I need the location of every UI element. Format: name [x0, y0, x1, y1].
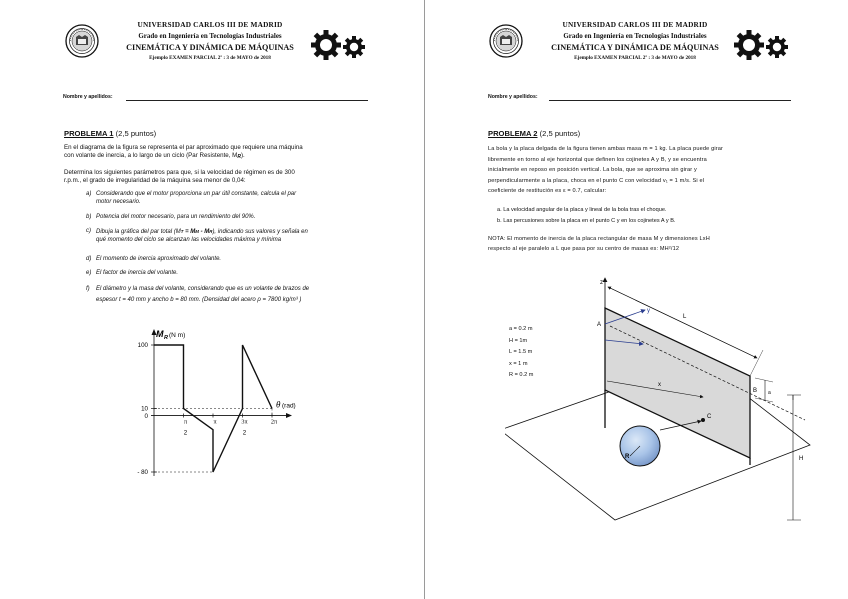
- item-e-line-1: El factor de inercia del volante.: [96, 270, 179, 276]
- x-axis-arrow: [286, 413, 292, 418]
- item-f-line-1: El diámetro y la masa del volante, considerando que es un volante de brazos de: [96, 286, 310, 292]
- problem-1-points: (2,5 puntos): [115, 129, 157, 138]
- item-a: [86, 191, 374, 206]
- problem-2-statement: [488, 144, 798, 197]
- page-2: [425, 0, 848, 599]
- y-axis-unit: (N m): [169, 332, 186, 339]
- label-b-point: B: [753, 388, 758, 394]
- problem-2-label: PROBLEMA 2: [488, 129, 538, 138]
- statement-line-2: libremente en torno al eje horizontal que definen los cojinetes A y B, y se encuentra: [488, 156, 707, 163]
- name-input-line-2[interactable]: [549, 100, 791, 101]
- value-r: R = 0.2 m: [509, 372, 534, 379]
- statement-line-5: coeficiente de restitución es ε = 0.7, calcular:: [488, 188, 607, 194]
- item-c-text: Dibuja la gráfica del par total (M: [96, 229, 181, 235]
- header-block-2: [540, 20, 730, 61]
- value-x: x = 1 m: [509, 360, 528, 367]
- label-r: R: [625, 454, 630, 460]
- degree-name: Grado en Ingeniería en Tecnologías Industriales: [138, 32, 282, 40]
- intro-line-2-end: ).: [240, 151, 245, 159]
- label-l: L: [683, 314, 687, 320]
- label-a-dim: a: [768, 390, 771, 396]
- item-c: [86, 228, 374, 244]
- statement-line-1: La bola y la placa delgada de la figura tienen ambas masa m = 1 kg. La placa puede girar: [488, 146, 724, 152]
- item-c-minus: - M: [198, 229, 210, 235]
- item-c-end: ), indicando sus valores y señala en: [212, 229, 308, 235]
- item-b-letter: b): [86, 214, 92, 220]
- label-y: y: [647, 308, 650, 314]
- university-seal-icon: [65, 24, 99, 58]
- y-tick-label-1: 10: [141, 405, 148, 413]
- label-c-point: C: [707, 414, 712, 420]
- x-axis-unit: (rad): [282, 402, 296, 410]
- label-h: H: [799, 456, 804, 462]
- header-block: [115, 20, 305, 61]
- name-label: Nombre y apellidos:: [63, 94, 113, 100]
- problem-1-intro: [64, 144, 374, 161]
- note-line-2: respecto al eje paralelo a L que pasa por su centro de masas es: MH²/12: [488, 245, 680, 252]
- torque-chart: [120, 322, 320, 484]
- item-e: [86, 270, 374, 278]
- value-a: a = 0.2 m: [509, 326, 533, 332]
- y-axis-title-sub: R: [164, 335, 168, 341]
- name-label-2: Nombre y apellidos:: [488, 94, 538, 100]
- statement-line-4: perpendicularmente a la placa, choca en el punto C con velocidad v₁ = 1 m/s. Si el: [488, 177, 705, 184]
- conditions-line-1: Determina los siguientes parámetros para que, si la velocidad de régimen es de 300: [64, 169, 295, 176]
- item-c-line-2: qué momento del ciclo se alcanzan las velocidades máxima y mínima: [96, 236, 282, 243]
- gears-icon-2: [733, 28, 793, 62]
- x-tick-sublabel-2: 2: [242, 429, 247, 437]
- exam-date-2: Ejemplo EXAMEN PARCIAL 2º : 3 de MAYO de 2018: [574, 55, 696, 61]
- problem-2-item-b: b. Las percusiones sobre la placa en el punto C y en los cojinetes A y B.: [497, 218, 676, 224]
- x-tick-label-3: 2π: [270, 418, 278, 426]
- intro-line-2-text: con volante de inercia, a lo largo de un ciclo (Par Resistente, M: [64, 151, 238, 159]
- item-b: [86, 214, 374, 222]
- point-c: [701, 418, 705, 422]
- item-a-line-2: motor necesario.: [96, 198, 141, 205]
- problem-1-title: [64, 129, 156, 138]
- exam-date: Ejemplo EXAMEN PARCIAL 2º : 3 de MAYO de 2018: [149, 55, 271, 61]
- problem-2-note: [488, 235, 798, 254]
- course-name-2: CINEMÁTICA Y DINÁMICA DE MÁQUINAS: [551, 43, 719, 52]
- problem-1-conditions: [64, 169, 374, 184]
- x-axis-title: θ: [276, 399, 281, 410]
- item-d: [86, 256, 374, 264]
- item-c-line-1: [96, 228, 374, 237]
- x-tick-label-1: π: [213, 418, 217, 426]
- value-h: H = 1m: [509, 337, 528, 344]
- item-f-letter: f): [86, 286, 90, 292]
- gears-icon: [310, 28, 370, 62]
- problem-1-label: PROBLEMA 1: [64, 129, 114, 138]
- label-a-point: A: [597, 322, 602, 328]
- problem-2-title: [488, 129, 580, 138]
- x-tick-sublabel-0: 2: [183, 429, 188, 437]
- intro-subscript: R: [237, 153, 241, 160]
- name-input-line[interactable]: [126, 100, 368, 101]
- item-e-letter: e): [86, 270, 92, 276]
- note-line-1: NOTA: El momento de inercia de la placa rectangular de masa M y dimensiones LxH: [488, 236, 710, 242]
- intro-line-1: En el diagrama de la figura se representa el par aproximado que requiere una máquina: [64, 144, 303, 151]
- item-a-letter: a): [86, 191, 92, 197]
- y-tick-label-3: - 80: [137, 469, 148, 477]
- item-f-line-2: espesor t = 40 mm y ancho b = 80 mm. (Densidad del acero ρ = 7800 kg/m³ ): [96, 297, 302, 303]
- item-c-sub-t: T: [180, 229, 184, 234]
- item-d-letter: d): [86, 256, 92, 262]
- item-c-mid: = M: [183, 229, 196, 235]
- intro-line-2: [64, 152, 374, 162]
- university-name-2: UNIVERSIDAD CARLOS III DE MADRID: [562, 20, 708, 29]
- problem-2-item-a: a. La velocidad angular de la placa y lineal de la bola tras el choque.: [497, 207, 667, 213]
- x-tick-label-2: 3π: [241, 418, 248, 426]
- university-name: UNIVERSIDAD CARLOS III DE MADRID: [137, 20, 283, 29]
- problem-2-points: (2,5 puntos): [539, 129, 581, 138]
- conditions-line-2: r.p.m., el grado de irregularidad de la máquina sea menor de 0,04:: [64, 176, 246, 184]
- university-seal-icon-2: [489, 24, 523, 58]
- y-axis-title: M: [156, 329, 164, 339]
- item-d-line-1: El momento de inercia aproximado del volante.: [96, 256, 222, 262]
- item-c-letter: c): [86, 228, 91, 234]
- label-z: z: [600, 280, 603, 286]
- x-tick-label-0: π: [183, 418, 188, 426]
- chart-labels: [137, 329, 295, 476]
- label-x: x: [658, 382, 661, 388]
- y-tick-label-0: 100: [137, 342, 148, 350]
- course-name: CINEMÁTICA Y DINÁMICA DE MÁQUINAS: [126, 43, 294, 52]
- degree-name-2: Grado en Ingeniería en Tecnologías Industriales: [563, 32, 707, 40]
- item-b-line-1: Potencia del motor necesario, para un rendimiento del 90%.: [96, 214, 256, 220]
- plate-ball-figure: [505, 270, 835, 595]
- item-f: [86, 284, 376, 306]
- y-tick-label-2: 0: [144, 412, 148, 420]
- item-c-sub-m: M: [195, 229, 199, 234]
- statement-line-3: inicialmente en reposo en posición vertical. La bola, que se aproxima sin girar y: [488, 167, 697, 173]
- item-a-line-1: Considerando que el motor proporciona un par útil constante, calcula el par: [96, 191, 297, 197]
- value-l: L = 1.5 m: [509, 349, 533, 356]
- item-c-sub-r: R: [209, 229, 213, 234]
- chart-guides: [151, 345, 272, 472]
